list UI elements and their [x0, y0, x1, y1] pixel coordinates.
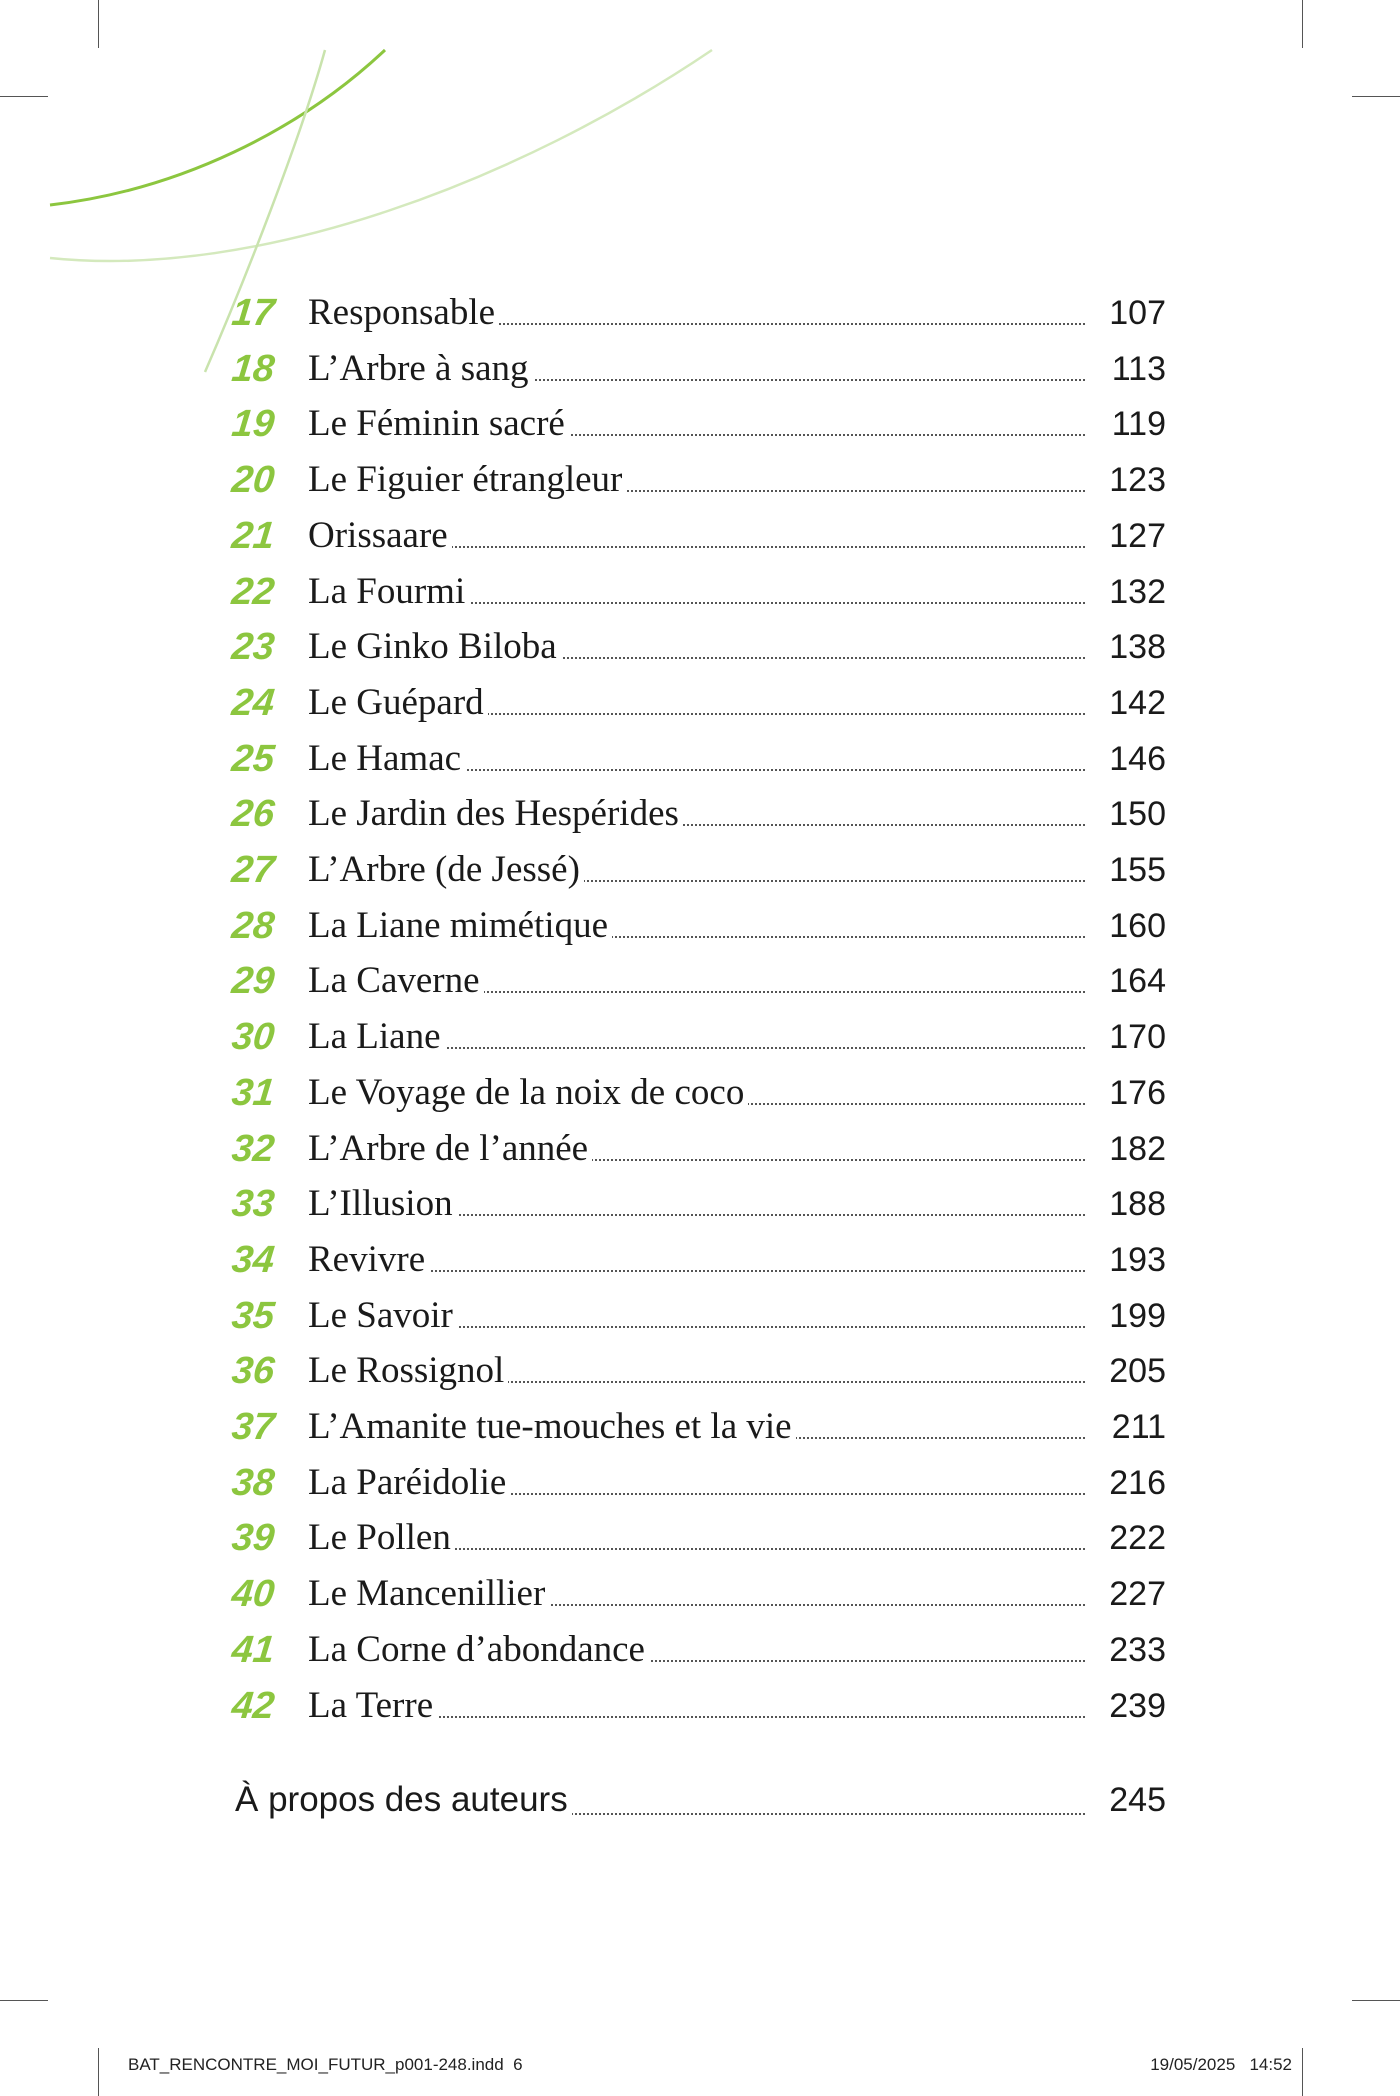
page-number: 182: [1109, 1129, 1166, 1168]
chapter-title: L’Arbre de l’année: [308, 1124, 592, 1174]
toc-entry[interactable]: [229, 1291, 1166, 1341]
about-page-number: 245: [1109, 1781, 1166, 1819]
light-green-curve-1: [50, 50, 712, 261]
page-number: 227: [1109, 1575, 1166, 1614]
page-number: 113: [1111, 349, 1166, 388]
chapter-title: L’Illusion: [308, 1179, 457, 1229]
page-number: 107: [1109, 294, 1166, 332]
chapter-title: La Caverne: [308, 956, 484, 1006]
chapter-title: Le Voyage de la noix de coco: [308, 1068, 748, 1118]
chapter-title: Le Pollen: [308, 1513, 455, 1563]
chapter-number: 41: [229, 1628, 277, 1671]
chapter-title: La Fourmi: [308, 567, 469, 617]
chapter-number: 37: [229, 1406, 277, 1448]
chapter-number: 28: [229, 904, 277, 947]
toc-entry[interactable]: [229, 567, 1166, 617]
chapter-title: L’Amanite tue-mouches et la vie: [308, 1402, 796, 1452]
chapter-number: 30: [229, 1016, 277, 1059]
chapter-number: 27: [229, 849, 277, 891]
toc-entry[interactable]: [229, 1513, 1166, 1563]
page-number: 146: [1109, 739, 1166, 778]
crop-mark: [0, 2000, 48, 2001]
chapter-title: Le Rossignol: [308, 1346, 508, 1396]
chapter-title: Le Hamac: [308, 734, 465, 784]
chapter-number: 36: [229, 1350, 277, 1393]
page-number: 160: [1109, 906, 1166, 945]
chapter-number: 20: [229, 459, 277, 502]
chapter-title: L’Arbre à sang: [308, 344, 533, 394]
toc-entry[interactable]: [229, 1402, 1166, 1452]
chapter-title: Le Féminin sacré: [308, 399, 569, 449]
toc-entry[interactable]: [229, 511, 1166, 561]
toc-entry[interactable]: [229, 455, 1166, 505]
chapter-number: 17: [229, 292, 277, 334]
page-number: 205: [1109, 1352, 1166, 1391]
toc-entry[interactable]: [229, 1458, 1166, 1508]
page-number: 142: [1109, 683, 1166, 722]
chapter-number: 22: [229, 570, 277, 613]
chapter-number: 21: [229, 514, 277, 557]
chapter-number: 18: [229, 347, 277, 390]
chapter-number: 19: [229, 403, 277, 446]
toc-entry[interactable]: [229, 1681, 1166, 1731]
toc-entry[interactable]: [229, 622, 1166, 672]
page-number: 188: [1109, 1185, 1166, 1224]
chapter-number: 34: [229, 1238, 277, 1281]
toc-entry[interactable]: [229, 1569, 1166, 1619]
slug-datetime: [1150, 2055, 1292, 2075]
chapter-title: Le Jardin des Hespérides: [308, 789, 683, 839]
toc-entry[interactable]: [229, 344, 1166, 394]
chapter-number: 24: [229, 681, 277, 724]
about-title: À propos des auteurs: [235, 1773, 572, 1827]
page-number: 155: [1109, 851, 1166, 889]
chapter-number: 26: [229, 793, 277, 836]
slug-filename: [128, 2055, 523, 2075]
slug-time: 14:52: [1249, 2055, 1292, 2074]
page-number: 127: [1109, 516, 1166, 555]
chapter-number: 38: [229, 1461, 277, 1504]
page-number: 132: [1109, 572, 1166, 611]
chapter-title: La Terre: [308, 1681, 437, 1731]
chapter-number: 39: [229, 1517, 277, 1560]
chapter-title: Le Guépard: [308, 678, 488, 728]
toc-entry[interactable]: [229, 288, 1166, 338]
crop-mark: [98, 0, 99, 48]
page-number: 233: [1109, 1630, 1166, 1669]
chapter-number: 40: [229, 1573, 277, 1616]
crop-mark: [1352, 2000, 1400, 2001]
page-number: 222: [1109, 1519, 1166, 1558]
page-number: 216: [1109, 1463, 1166, 1502]
chapter-number: 31: [229, 1071, 277, 1114]
chapter-title: La Liane mimétique: [308, 901, 612, 951]
toc-entry[interactable]: [229, 1012, 1166, 1062]
page-number: 211: [1111, 1408, 1166, 1446]
slug-date: 19/05/2025: [1150, 2055, 1236, 2074]
crop-mark: [0, 96, 48, 97]
chapter-number: 25: [229, 737, 277, 780]
toc-entry[interactable]: [229, 1124, 1166, 1174]
page-number: 150: [1109, 795, 1166, 834]
toc-entry[interactable]: [229, 1625, 1166, 1675]
chapter-title: Le Ginko Biloba: [308, 622, 561, 672]
chapter-title: La Corne d’abondance: [308, 1625, 649, 1675]
green-curve: [50, 50, 385, 205]
toc-entry[interactable]: [229, 789, 1166, 839]
chapter-number: 33: [229, 1183, 277, 1226]
toc-entry[interactable]: [229, 734, 1166, 784]
chapter-title: Responsable: [308, 288, 499, 338]
slug-filename-text: BAT_RENCONTRE_MOI_FUTUR_p001-248.indd: [128, 2055, 504, 2074]
chapter-number: 29: [229, 960, 277, 1003]
page-number: 119: [1111, 405, 1166, 444]
chapter-title: L’Arbre (de Jessé): [308, 845, 584, 895]
chapter-title: La Paréidolie: [308, 1458, 510, 1508]
chapter-title: Le Savoir: [308, 1291, 457, 1341]
crop-mark: [1352, 96, 1400, 97]
chapter-title: La Liane: [308, 1012, 445, 1062]
chapter-title: Revivre: [308, 1235, 429, 1285]
page-number: 170: [1109, 1018, 1166, 1057]
page-number: 138: [1109, 628, 1166, 667]
chapter-number: 23: [229, 626, 277, 669]
crop-mark: [1302, 0, 1303, 48]
toc-entry[interactable]: [229, 901, 1166, 951]
chapter-title: Le Mancenillier: [308, 1569, 549, 1619]
chapter-number: 42: [229, 1684, 277, 1727]
toc-entry[interactable]: [229, 1235, 1166, 1285]
slug-page-number: 6: [513, 2055, 523, 2074]
toc-entry[interactable]: [229, 1068, 1166, 1118]
page-number: 176: [1109, 1073, 1166, 1112]
page-number: 193: [1109, 1240, 1166, 1279]
toc-entry[interactable]: [229, 956, 1166, 1006]
crop-mark: [98, 2048, 99, 2096]
toc-entry[interactable]: [229, 399, 1166, 449]
chapter-title: Le Figuier étrangleur: [308, 455, 626, 505]
chapter-number: 35: [229, 1294, 277, 1337]
toc-entry[interactable]: [229, 678, 1166, 728]
chapter-number: 32: [229, 1127, 277, 1170]
toc-entry[interactable]: [229, 845, 1166, 895]
toc-entry[interactable]: [229, 1179, 1166, 1229]
toc-about-entry[interactable]: [235, 1773, 1166, 1827]
page-number: 123: [1109, 461, 1166, 500]
toc-entry[interactable]: [229, 1346, 1166, 1396]
page-number: 239: [1109, 1686, 1166, 1725]
page-number: 164: [1109, 962, 1166, 1001]
crop-mark: [1302, 2048, 1303, 2096]
page-number: 199: [1109, 1296, 1166, 1335]
chapter-title: Orissaare: [308, 511, 452, 561]
